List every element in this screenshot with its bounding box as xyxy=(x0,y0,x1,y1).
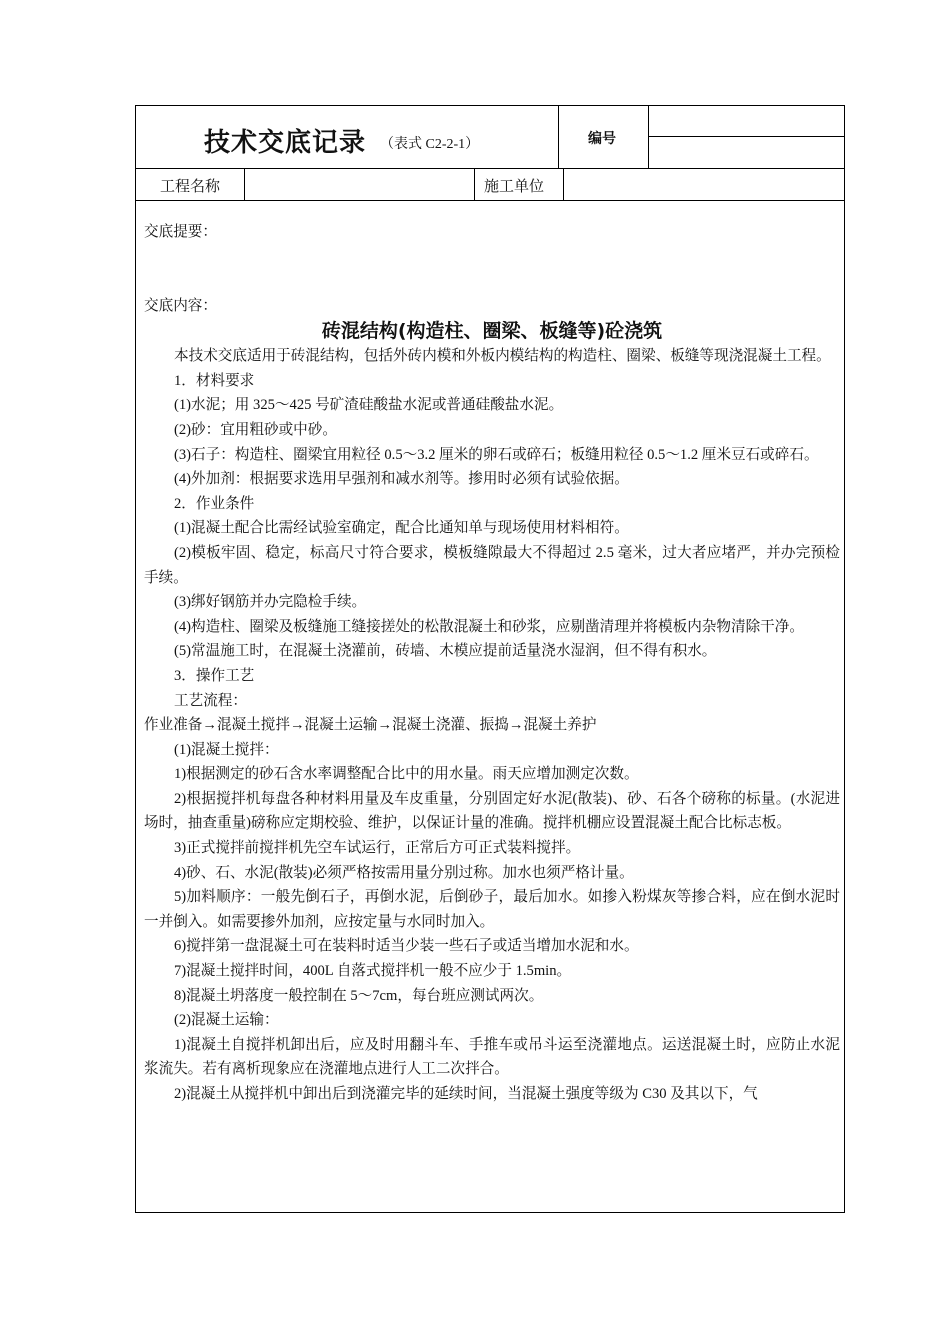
form-code: （表式 C2-2-1） xyxy=(380,137,480,152)
content-paragraph: 1)混凝土自搅拌机卸出后，应及时用翻斗车、手推车或吊斗运至浇灌地点。运送混凝土时，应防止水泥浆流失。若有离析现象应在浇灌地点进行人工二次拌合。 xyxy=(144,1036,840,1078)
content-paragraph: 3．操作工艺 xyxy=(174,667,255,684)
number-split-line xyxy=(648,136,845,137)
header-divider-1 xyxy=(558,105,559,168)
paragraph-list xyxy=(144,344,840,1106)
content-paragraph: 作业准备→混凝土搅拌→混凝土运输→混凝土浇灌、振捣→混凝土养护 xyxy=(144,717,597,734)
content-label: 交底内容： xyxy=(144,297,217,314)
content-paragraph: (1)水泥；用 325～425 号矿渣硅酸盐水泥或普通硅酸盐水泥。 xyxy=(174,397,564,414)
content-paragraph: 2)混凝土从搅拌机中卸出后到浇灌完毕的延续时间，当混凝土强度等级为 C30 及其以下，气 xyxy=(174,1086,758,1102)
content-paragraph: (3)绑好钢筋并办完隐检手续。 xyxy=(174,594,367,611)
info-divider-3 xyxy=(563,168,564,200)
content-paragraph: (5)常温施工时，在混凝土浇灌前，砖墙、木模应提前适量浇水湿润，但不得有积水。 xyxy=(174,643,717,660)
disclosure-content xyxy=(144,220,840,1107)
header-bottom-line xyxy=(135,168,845,169)
content-paragraph: 2．作业条件 xyxy=(174,495,255,512)
content-paragraph: (2)砂：宜用粗砂或中砂。 xyxy=(174,421,337,438)
info-divider-2 xyxy=(474,168,475,200)
content-paragraph: (1)混凝土配合比需经试验室确定，配合比通知单与现场使用材料相符。 xyxy=(174,520,629,537)
content-paragraph: (1)混凝土搅拌： xyxy=(174,741,279,758)
content-paragraph: (3)石子：构造柱、圈梁宜用粒径 0.5～3.2 厘米的卵石或碎石；板缝用粒径 0.5～1.2 厘米豆石或碎石。 xyxy=(174,446,819,463)
content-paragraph: (4)外加剂：根据要求选用早强剂和减水剂等。掺用时必须有试验依据。 xyxy=(174,471,629,488)
content-paragraph: (2)模板牢固、稳定，标高尺寸符合要求，模板缝隙最大不得超过 2.5 毫米，过大者应堵严，并办完预检手续。 xyxy=(144,544,840,586)
content-paragraph: 1．材料要求 xyxy=(174,372,255,389)
content-paragraph: 7)混凝土搅拌时间，400L 自落式搅拌机一般不应少于 1.5min。 xyxy=(174,963,572,980)
construction-unit-label: 施工单位 xyxy=(484,179,545,195)
content-paragraph: 8)混凝土坍落度一般控制在 5～7cm，每台班应测试两次。 xyxy=(174,987,544,1004)
summary-label: 交底提要： xyxy=(144,224,217,240)
document-heading: 砖混结构(构造柱、圈梁、板缝等)砼浇筑 xyxy=(321,320,663,343)
content-paragraph: 工艺流程： xyxy=(174,692,247,709)
number-label: 编号 xyxy=(588,131,616,147)
content-paragraph: 1)根据测定的砂石含水率调整配合比中的用水量。雨天应增加测定次数。 xyxy=(174,766,639,783)
project-name-label: 工程名称 xyxy=(160,179,221,195)
content-paragraph: 4)砂、石、水泥(散装)必须严格按需用量分别过称。加水也须严格计量。 xyxy=(174,864,634,881)
content-paragraph: (4)构造柱、圈梁及板缝施工缝接搓处的松散混凝土和砂浆，应剔凿清理并将模板内杂物清除干净。 xyxy=(174,618,804,635)
form-title: 技术交底记录 xyxy=(204,128,367,158)
content-paragraph: 6)搅拌第一盘混凝土可在装料时适当少装一些石子或适当增加水泥和水。 xyxy=(174,938,639,955)
project-name-field[interactable] xyxy=(250,175,468,195)
number-field[interactable] xyxy=(656,112,841,132)
content-paragraph: 2)根据搅拌机每盘各种材料用量及车皮重量，分别固定好水泥(散装)、砂、石各个磅称的标量。(水泥进场时，抽查重量)磅称应定期校验、维护，以保证计量的准确。搅拌机棚应设置混凝土配合比标志板。 xyxy=(144,790,840,832)
header-divider-2 xyxy=(648,105,649,168)
info-row-bottom-line xyxy=(135,200,845,201)
content-paragraph: (2)混凝土运输： xyxy=(174,1012,279,1029)
content-paragraph: 5)加料顺序：一般先倒石子，再倒水泥，后倒砂子，最后加水。如掺入粉煤灰等掺合料，应在倒水泥时一并倒入。如需要掺外加剂，应按定量与水同时加入。 xyxy=(144,889,840,930)
content-paragraph: 3)正式搅拌前搅拌机先空车试运行，正常后方可正式装料搅拌。 xyxy=(174,840,581,857)
construction-unit-field[interactable] xyxy=(570,175,840,195)
content-paragraph: 本技术交底适用于砖混结构，包括外砖内模和外板内模结构的构造柱、圈梁、板缝等现浇混凝土工程。 xyxy=(174,348,831,365)
info-divider-1 xyxy=(244,168,245,200)
